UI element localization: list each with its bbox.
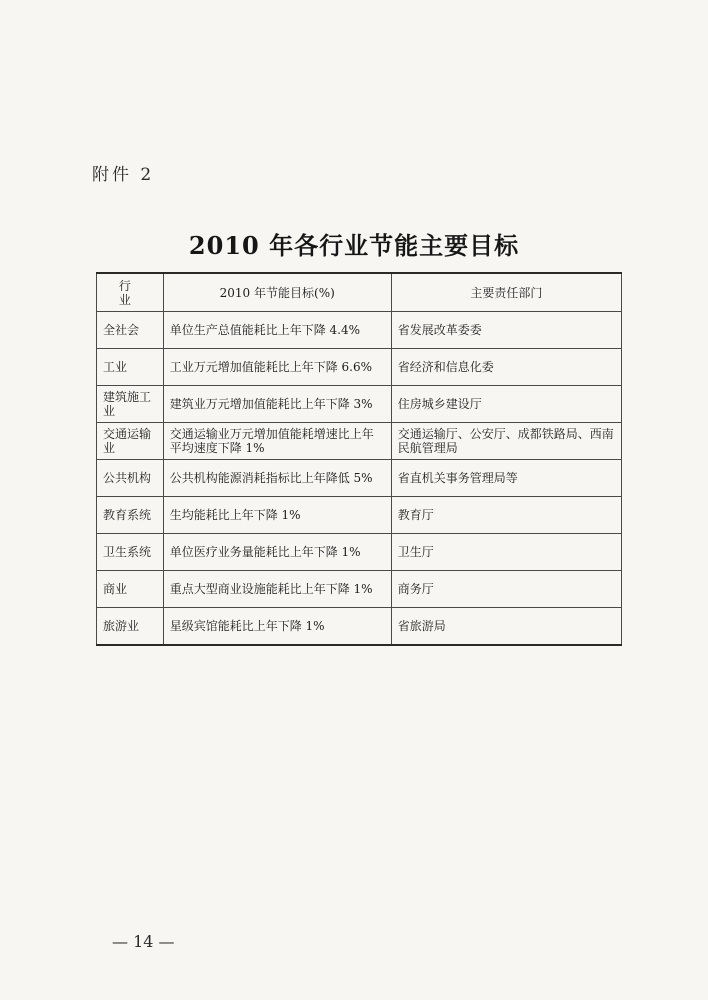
cell-department: 住房城乡建设厅	[391, 386, 621, 423]
table-header-row	[97, 273, 622, 312]
cell-target: 生均能耗比上年下降 1%	[163, 497, 391, 534]
table-row	[97, 423, 622, 460]
cell-department: 卫生厅	[391, 534, 621, 571]
cell-target: 工业万元增加值能耗比上年下降 6.6%	[163, 349, 391, 386]
cell-department: 省发展改革委委	[391, 312, 621, 349]
cell-industry: 商业	[97, 571, 164, 608]
cell-target: 建筑业万元增加值能耗比上年下降 3%	[163, 386, 391, 423]
table-row	[97, 349, 622, 386]
table-row	[97, 497, 622, 534]
cell-department: 省旅游局	[391, 608, 621, 646]
table-row	[97, 386, 622, 423]
cell-department: 省经济和信息化委	[391, 349, 621, 386]
table-row	[97, 608, 622, 646]
cell-industry: 旅游业	[97, 608, 164, 646]
cell-industry: 公共机构	[97, 460, 164, 497]
page-title: 2010 年各行业节能主要目标	[188, 231, 520, 260]
cell-target: 重点大型商业设施能耗比上年下降 1%	[163, 571, 391, 608]
cell-industry: 全社会	[97, 312, 164, 349]
cell-department: 教育厅	[391, 497, 621, 534]
header-industry: 行 业	[97, 273, 164, 312]
cell-target: 单位生产总值能耗比上年下降 4.4%	[163, 312, 391, 349]
cell-industry: 教育系统	[97, 497, 164, 534]
cell-target: 公共机构能源消耗指标比上年降低 5%	[163, 460, 391, 497]
cell-industry: 建筑施工业	[97, 386, 164, 423]
cell-department: 商务厅	[391, 571, 621, 608]
attachment-label: 附件 2	[92, 165, 155, 185]
table-row	[97, 460, 622, 497]
header-target: 2010 年节能目标(%)	[163, 273, 391, 312]
cell-department: 省直机关事务管理局等	[391, 460, 621, 497]
table-row	[97, 571, 622, 608]
table-row	[97, 312, 622, 349]
cell-department: 交通运输厅、公安厅、成都铁路局、西南民航管理局	[391, 423, 621, 460]
cell-target: 交通运输业万元增加值能耗增速比上年平均速度下降 1%	[163, 423, 391, 460]
cell-industry: 交通运输业	[97, 423, 164, 460]
cell-industry: 卫生系统	[97, 534, 164, 571]
cell-target: 星级宾馆能耗比上年下降 1%	[163, 608, 391, 646]
header-department: 主要责任部门	[391, 273, 621, 312]
table-row	[97, 534, 622, 571]
energy-targets-table	[96, 272, 622, 646]
page-number: — 14 —	[112, 932, 175, 951]
cell-target: 单位医疗业务量能耗比上年下降 1%	[163, 534, 391, 571]
cell-industry: 工业	[97, 349, 164, 386]
